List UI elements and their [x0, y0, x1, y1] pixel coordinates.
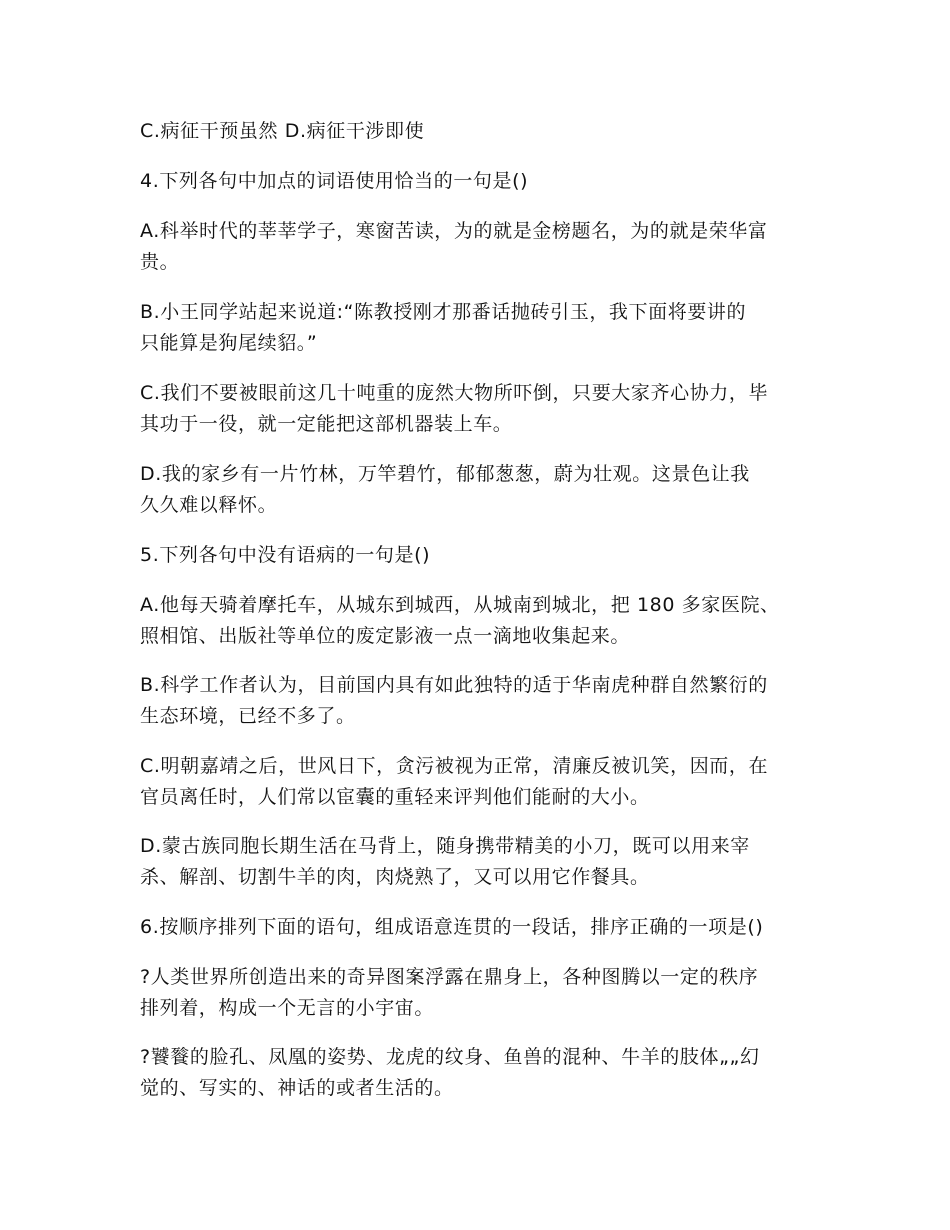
q5-option-b-line-1: B.科学工作者认为，目前国内具有如此独特的适于华南虎种群自然繁衍的 — [140, 674, 768, 696]
q5-option-b-line-2: 生态环境，已经不多了。 — [140, 705, 356, 727]
q4-option-d-line-2: 久久难以释怀。 — [140, 494, 278, 516]
q4-option-a-line-2: 贵。 — [140, 251, 180, 273]
question-4-stem: 4.下列各句中加点的词语使用恰当的一句是() — [140, 170, 529, 192]
q6-sentence-2-line-1: ?饕餮的脸孔、凤凰的姿势、龙虎的纹身、鱼兽的混种、牛羊的肢体„„幻 — [140, 1046, 760, 1068]
text-line-option-c-d: C.病征干预虽然 D.病征干涉即使 — [140, 120, 425, 142]
q6-sentence-2-line-2: 觉的、写实的、神话的或者生活的。 — [140, 1077, 454, 1099]
q6-sentence-1-line-2: 排列着，构成一个无言的小宇宙。 — [140, 997, 435, 1019]
q4-option-c-line-1: C.我们不要被眼前这几十吨重的庞然大物所吓倒，只要大家齐心协力，毕 — [140, 382, 769, 404]
q5-option-a-line-1: A.他每天骑着摩托车，从城东到城西，从城南到城北，把 180 多家医院、 — [140, 594, 780, 616]
q5-option-a-line-2: 照相馆、出版社等单位的废定影液一点一滴地收集起来。 — [140, 625, 631, 647]
q5-option-d-line-2: 杀、解剖、切割牛羊的肉，肉烧熟了，又可以用它作餐具。 — [140, 866, 650, 888]
question-6-stem: 6.按顺序排列下面的语句，组成语意连贯的一段话，排序正确的一项是() — [140, 916, 764, 938]
q4-option-b-line-2: 只能算是狗尾续貂。” — [140, 332, 318, 354]
q4-option-d-line-1: D.我的家乡有一片竹林，万竿碧竹，郁郁葱葱，蔚为壮观。这景色让我 — [140, 463, 750, 485]
q6-sentence-1-line-1: ?人类世界所创造出来的奇异图案浮露在鼎身上，各种图腾以一定的秩序 — [140, 966, 759, 988]
q4-option-b-line-1: B.小王同学站起来说道:“陈教授刚才那番话抛砖引玉，我下面将要讲的 — [140, 301, 747, 323]
q5-option-c-line-1: C.明朝嘉靖之后，世风日下，贪污被视为正常，清廉反被讥笑，因而，在 — [140, 755, 769, 777]
q4-option-c-line-2: 其功于一役，就一定能把这部机器装上车。 — [140, 413, 513, 435]
question-5-stem: 5.下列各句中没有语病的一句是() — [140, 544, 431, 566]
q4-option-a-line-1: A.科举时代的莘莘学子，寒窗苦读，为的就是金榜题名，为的就是荣华富 — [140, 220, 768, 242]
q5-option-c-line-2: 官员离任时，人们常以宦囊的重轻来评判他们能耐的大小。 — [140, 786, 650, 808]
q5-option-d-line-1: D.蒙古族同胞长期生活在马背上，随身携带精美的小刀，既可以用来宰 — [140, 835, 750, 857]
